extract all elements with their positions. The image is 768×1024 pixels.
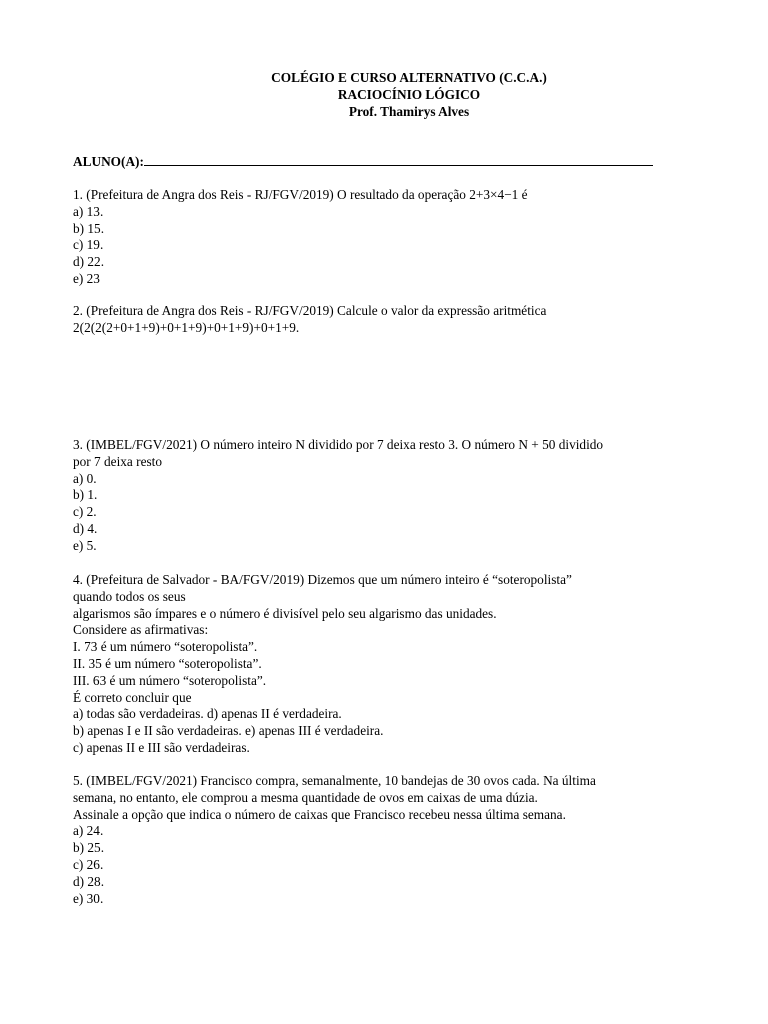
question-3	[73, 437, 703, 555]
student-name-line	[73, 153, 653, 171]
teacher-name: Prof. Thamirys Alves	[348, 104, 470, 119]
answer-option: e) 5.	[73, 537, 97, 553]
subject-title: RACIOCÍNIO LÓGICO	[337, 87, 481, 102]
question-expression: 2(2(2(2+0+1+9)+0+1+9)+0+1+9)+0+1+9.	[73, 319, 300, 335]
answer-option: a) 13.	[73, 203, 104, 219]
question-statement: 2. (Prefeitura de Angra dos Reis - RJ/FGV/2019) Calcule o valor da expressão aritmética	[73, 303, 547, 318]
answer-option: b) 1.	[73, 487, 98, 503]
statement-item: III. 63 é um número “soteropolista”.	[73, 672, 267, 688]
statement-item: I. 73 é um número “soteropolista”.	[73, 639, 258, 655]
answer-option: b) 15.	[73, 220, 105, 236]
answer-option: d) 28.	[73, 873, 105, 889]
answer-option: b) 25.	[73, 840, 105, 856]
answer-option: b) apenas I e II são verdadeiras. e) apenas III é verdadeira.	[73, 723, 384, 739]
school-name: COLÉGIO E CURSO ALTERNATIVO (C.C.A.)	[271, 70, 547, 85]
answer-option: e) 30.	[73, 890, 104, 906]
question-statement: algarismos são ímpares e o número é divisível pelo seu algarismo das unidades.	[73, 605, 497, 621]
answer-option: c) 19.	[73, 237, 104, 253]
question-5	[73, 773, 703, 907]
answer-option: d) 4.	[73, 520, 98, 536]
question-statement: quando todos os seus	[73, 588, 186, 604]
answer-option: d) 22.	[73, 254, 105, 270]
student-name-blank	[144, 153, 653, 166]
question-1	[73, 187, 703, 288]
question-statement: Assinale a opção que indica o número de caixas que Francisco recebeu nessa última semana.	[73, 806, 566, 822]
question-2	[73, 303, 703, 337]
answer-option: e) 23	[73, 270, 100, 286]
question-statement: semana, no entanto, ele comprou a mesma quantidade de ovos em caixas de uma dúzia.	[73, 789, 538, 805]
answer-option: a) todas são verdadeiras. d) apenas II é verdadeira.	[73, 706, 342, 722]
question-4	[73, 572, 703, 757]
question-statement: É correto concluir que	[73, 689, 192, 705]
answer-option: c) apenas II e III são verdadeiras.	[73, 739, 250, 755]
student-label: ALUNO(A):	[73, 154, 144, 169]
question-statement: Considere as afirmativas:	[73, 622, 209, 638]
question-statement: por 7 deixa resto	[73, 453, 162, 469]
answer-option: c) 26.	[73, 856, 104, 872]
answer-option: c) 2.	[73, 504, 97, 520]
question-statement: 4. (Prefeitura de Salvador - BA/FGV/2019) Dizemos que um número inteiro é “soteropolista”	[73, 572, 572, 587]
document-header	[0, 69, 768, 120]
answer-option: a) 24.	[73, 823, 104, 839]
statement-item: II. 35 é um número “soteropolista”.	[73, 655, 262, 671]
answer-option: a) 0.	[73, 470, 97, 486]
question-statement: 1. (Prefeitura de Angra dos Reis - RJ/FGV/2019) O resultado da operação 2+3×4−1 é	[73, 187, 528, 202]
question-statement: 5. (IMBEL/FGV/2021) Francisco compra, semanalmente, 10 bandejas de 30 ovos cada. Na última	[73, 773, 596, 788]
question-statement: 3. (IMBEL/FGV/2021) O número inteiro N dividido por 7 deixa resto 3. O número N + 50 dividido	[73, 437, 604, 452]
